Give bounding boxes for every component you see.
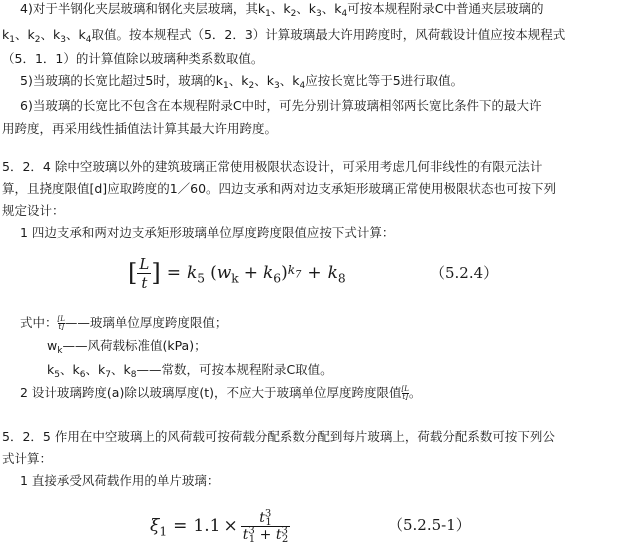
text: 、k xyxy=(65,27,86,42)
equation-5-2-4: [ $\frac{L}{t}$ ] = $k_5$ ( $w_k$ + $k_6$ ) $k_7$ + $k_8$ xyxy=(128,254,346,292)
equation-number-5-2-4: （5.2.4） xyxy=(430,264,499,282)
where-line-ks xyxy=(47,361,333,379)
text: 、k xyxy=(228,73,249,88)
equation-5-2-5-1: $\xi_1$ = 1.1 × $\frac{t^3_1}{t^3_1 + t^3_2}$ xyxy=(150,507,289,546)
sub: 1 xyxy=(223,81,229,92)
text: 、k xyxy=(59,362,80,377)
sub: 2 xyxy=(290,9,297,20)
sub: 1 xyxy=(265,9,271,20)
text: 、k xyxy=(110,362,131,377)
text: 应按长宽比等于5进行取值。 xyxy=(305,73,464,88)
sub: 4 xyxy=(85,35,92,46)
text: 、k xyxy=(85,362,106,377)
sub: 2 xyxy=(34,35,41,46)
para-4-line-2 xyxy=(2,26,565,44)
equation-number-5-2-5-1: （5.2.5-1） xyxy=(388,516,471,534)
sub: 4 xyxy=(341,9,348,20)
text: k xyxy=(47,362,55,377)
text: 可按本规程附录C中普通夹层玻璃的 xyxy=(347,1,544,16)
section-5-2-4-item-1: 1 四边支承和两对边支承矩形玻璃单位厚度跨度限值应按下式计算： xyxy=(20,225,395,240)
where-line-1 xyxy=(20,314,227,332)
text: ——玻璃单位厚度跨度限值； xyxy=(64,315,228,330)
text: 、k xyxy=(254,73,274,88)
sub: 4 xyxy=(299,81,306,92)
section-5-2-4-line-3: 规定设计： xyxy=(2,203,65,218)
sub: 3 xyxy=(60,35,66,46)
section-5-2-4-item-2 xyxy=(20,384,421,402)
sub: 8 xyxy=(130,370,137,381)
section-5-2-4-line-2: 算，且挠度限值[d]应取跨度的1／60。四边支承和两对边支承矩形玻璃正常使用极限状态也可按下列 xyxy=(2,181,557,196)
text: 取值。按本规程式（5．2．3）计算玻璃最大许用跨度时，风荷载设计值应按本规程式 xyxy=(91,27,566,42)
text: 。 xyxy=(408,385,422,400)
text: 式中： xyxy=(20,315,58,330)
text: 5)当玻璃的长宽比超过5时，玻璃的k xyxy=(20,73,224,88)
text: 、k xyxy=(40,27,61,42)
para-6-line-2: 用跨度，再采用线性插值法计算其最大许用跨度。 xyxy=(2,121,278,136)
text: 、k xyxy=(321,1,342,16)
section-5-2-5-line-2: 式计算： xyxy=(2,451,53,466)
text: 4)对于半钢化夹层玻璃和钢化夹层玻璃，其k xyxy=(20,1,266,16)
text: k xyxy=(2,27,10,42)
para-5-line-1 xyxy=(20,72,463,90)
text: ——风荷载标准值(kPa)； xyxy=(62,338,207,353)
para-4-line-1 xyxy=(20,0,544,18)
l-over-t-symbol: $\frac{[L}{t]}$ xyxy=(401,385,409,401)
sub: 5 xyxy=(54,370,60,381)
text: 2 设计玻璃跨度(a)除以玻璃厚度(t)，不应大于玻璃单位厚度跨度限值 xyxy=(20,385,402,400)
sub: k xyxy=(57,346,63,357)
text: 、k xyxy=(279,73,300,88)
l-over-t-symbol: $\frac{[L}{t]}$ xyxy=(57,315,65,331)
sub: 6 xyxy=(79,370,86,381)
text: w xyxy=(47,338,58,353)
sub: 3 xyxy=(316,9,322,20)
section-5-2-5-item-1: 1 直接承受风荷载作用的单片玻璃： xyxy=(20,473,220,488)
where-line-wk xyxy=(47,337,207,355)
sub: 1 xyxy=(9,35,15,46)
para-4-line-3: （5．1．1）的计算值除以玻璃种类系数取值。 xyxy=(2,51,264,66)
section-5-2-4-line-1: 5．2．4 除中空玻璃以外的建筑玻璃正常使用极限状态设计，可采用考虑几何非线性的有限元法计 xyxy=(2,159,543,174)
text: 、k xyxy=(270,1,291,16)
sub: 7 xyxy=(105,370,111,381)
para-6-line-1: 6)当玻璃的长宽比不包含在本规程附录C中时，可先分别计算玻璃相邻两长宽比条件下的最大许 xyxy=(20,98,542,113)
text: 、k xyxy=(14,27,35,42)
sub: 3 xyxy=(274,81,280,92)
text: 、k xyxy=(296,1,317,16)
section-5-2-5-line-1: 5．2．5 作用在中空玻璃上的风荷载可按荷载分配系数分配到每片玻璃上，荷载分配系数可按下列公 xyxy=(2,429,555,444)
text: ——常数，可按本规程附录C取值。 xyxy=(136,362,333,377)
sub: 2 xyxy=(248,81,255,92)
